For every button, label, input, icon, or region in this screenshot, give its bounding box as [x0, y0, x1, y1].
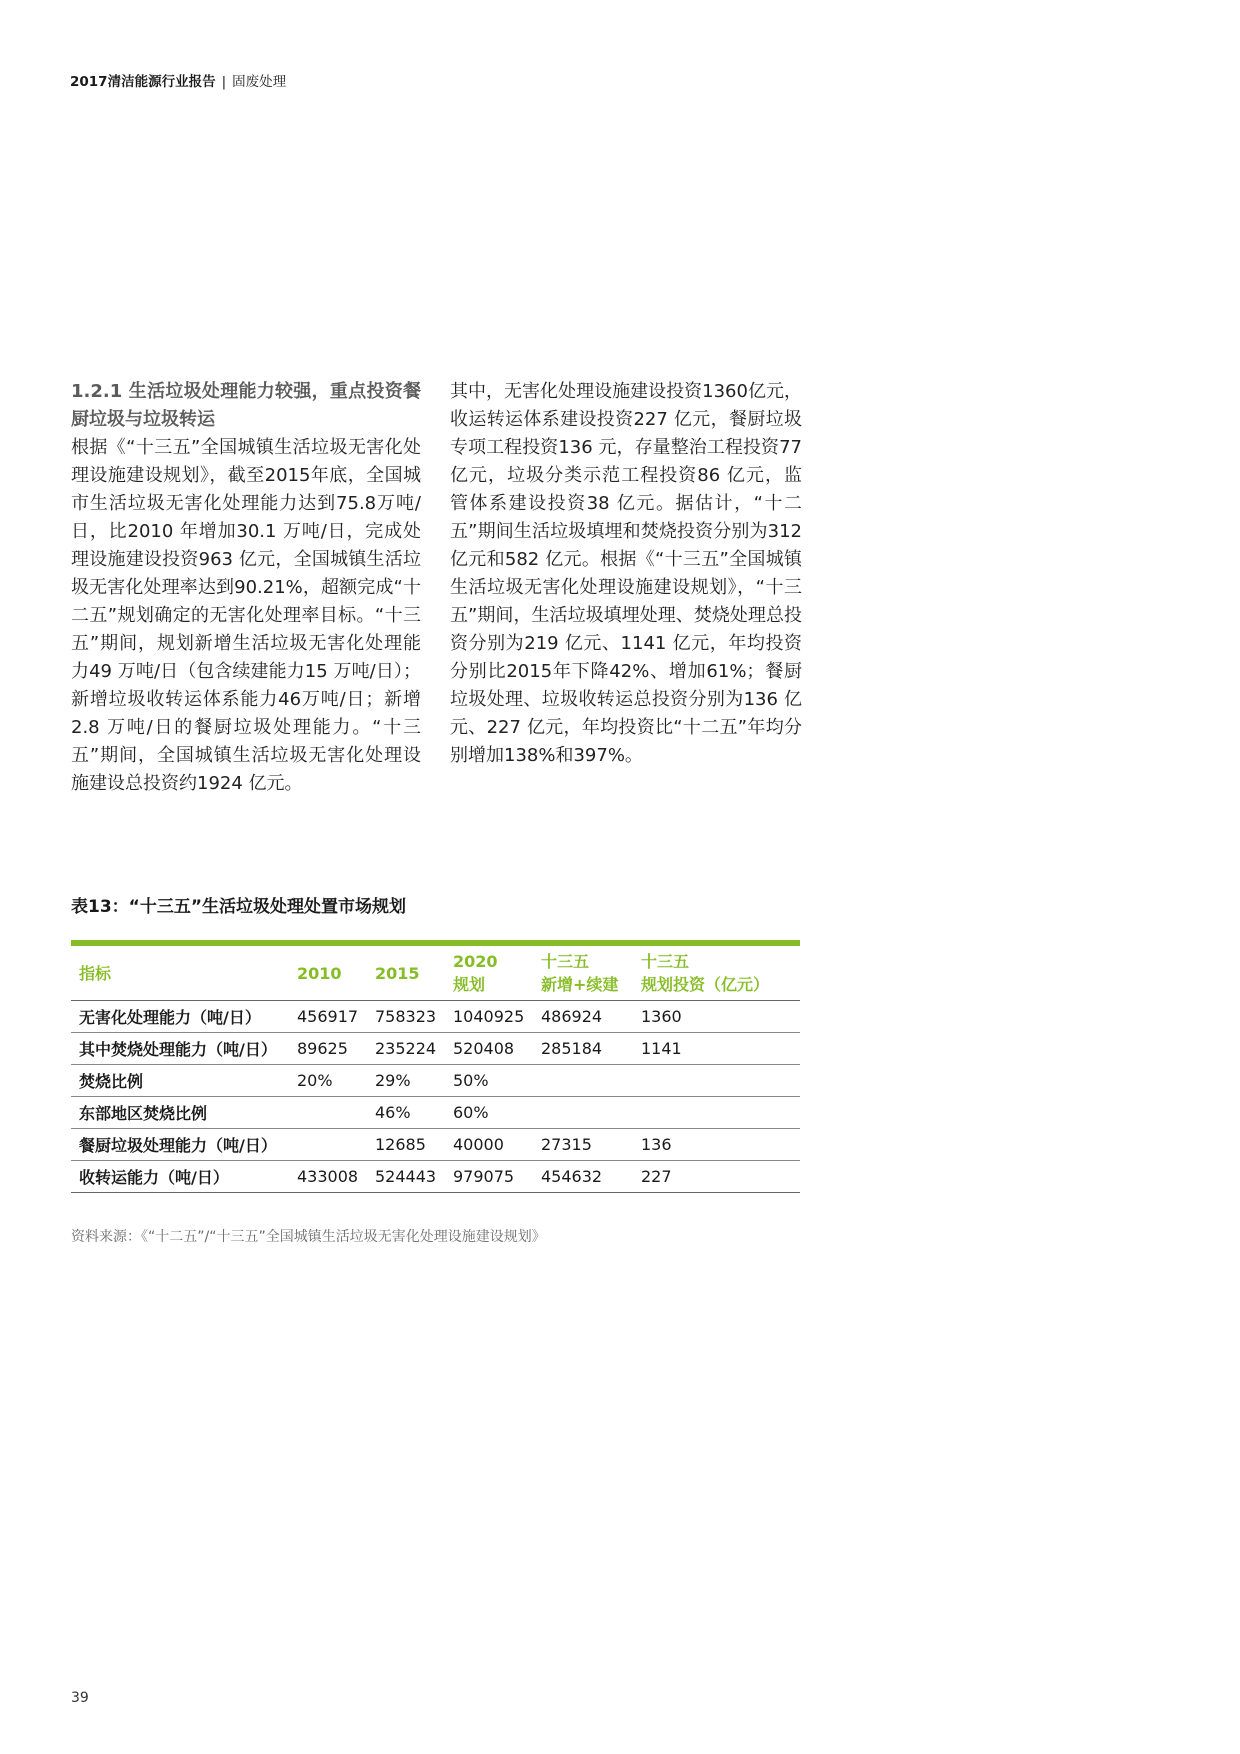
left-text-column — [71, 378, 421, 798]
section-name: 固废处理 — [232, 74, 287, 90]
table-cell: 50% — [453, 1065, 541, 1097]
table-cell: 12685 — [375, 1129, 453, 1161]
table-cell: 227 — [641, 1161, 800, 1193]
right-body-paragraph: 其中，无害化处理设施建设投资1360亿元，收运转运体系建设投资227 亿元，餐厨垃圾专项工程投资136 元，存量整治工程投资77 亿元，垃圾分类示范工程投资86 亿元，监管体系建设投资38 亿元。据估计，“十二五”期间生活垃圾填埋和焚烧投资分别为312 亿元和582 亿元。根据《“十三五”全国城镇生活垃圾无害化处理设施建设规划》，“十三五”期间，生活垃圾填埋处理、焚烧处理总投资分别为219 亿元、1141 亿元，年均投资分别比2015年下降42%、增加61%；餐厨垃圾处理、垃圾收转运总投资分别为136 亿元、227 亿元，年均投资比“十二五”年均分别增加138%和397%。 — [450, 381, 802, 766]
column-header: 2010 — [297, 946, 375, 1001]
row-label: 其中焚烧处理能力（吨/日） — [71, 1033, 297, 1065]
table-cell: 520408 — [453, 1033, 541, 1065]
column-header: 十三五 新增+续建 — [541, 946, 641, 1001]
table-row — [71, 1001, 800, 1033]
right-text-column — [450, 378, 802, 770]
table-cell: 454632 — [541, 1161, 641, 1193]
table-cell: 524443 — [375, 1161, 453, 1193]
table-cell: 285184 — [541, 1033, 641, 1065]
table-cell — [641, 1065, 800, 1097]
column-header: 指标 — [71, 946, 297, 1001]
table-row — [71, 1161, 800, 1193]
row-label: 餐厨垃圾处理能力（吨/日） — [71, 1129, 297, 1161]
table-cell: 20% — [297, 1065, 375, 1097]
table-cell: 235224 — [375, 1033, 453, 1065]
table-cell: 1141 — [641, 1033, 800, 1065]
table-cell — [297, 1097, 375, 1129]
table-cell: 433008 — [297, 1161, 375, 1193]
row-label: 焚烧比例 — [71, 1065, 297, 1097]
report-title: 2017清洁能源行业报告 — [70, 74, 216, 90]
table-row — [71, 1097, 800, 1129]
table-cell: 979075 — [453, 1161, 541, 1193]
market-plan-table — [71, 946, 800, 1193]
table-source-note: 资料来源：《“十二五”/“十三五”全国城镇生活垃圾无害化处理设施建设规划》 — [71, 1229, 546, 1245]
table-cell: 46% — [375, 1097, 453, 1129]
table-header-row — [71, 946, 800, 1001]
row-label: 无害化处理能力（吨/日） — [71, 1001, 297, 1033]
header-separator: | — [221, 74, 227, 90]
table-cell: 40000 — [453, 1129, 541, 1161]
column-header: 2020 规划 — [453, 946, 541, 1001]
section-heading: 1.2.1 生活垃圾处理能力较强，重点投资餐厨垃圾与垃圾转运 — [71, 381, 421, 430]
table-cell: 27315 — [541, 1129, 641, 1161]
table-cell — [541, 1097, 641, 1129]
table-row — [71, 1065, 800, 1097]
table-row — [71, 1033, 800, 1065]
table-cell: 1360 — [641, 1001, 800, 1033]
table-cell: 60% — [453, 1097, 541, 1129]
table-cell: 456917 — [297, 1001, 375, 1033]
table-cell: 89625 — [297, 1033, 375, 1065]
table-cell — [541, 1065, 641, 1097]
table-cell: 1040925 — [453, 1001, 541, 1033]
column-header: 2015 — [375, 946, 453, 1001]
table-cell: 758323 — [375, 1001, 453, 1033]
table-cell: 29% — [375, 1065, 453, 1097]
table-cell: 136 — [641, 1129, 800, 1161]
page-number: 39 — [71, 1690, 89, 1706]
table-title: 表13：“十三五”生活垃圾处理处置市场规划 — [71, 897, 407, 917]
row-label: 东部地区焚烧比例 — [71, 1097, 297, 1129]
table-cell — [297, 1129, 375, 1161]
table-row — [71, 1129, 800, 1161]
row-label: 收转运能力（吨/日） — [71, 1161, 297, 1193]
column-header: 十三五 规划投资（亿元） — [641, 946, 800, 1001]
table-cell: 486924 — [541, 1001, 641, 1033]
table-cell — [641, 1097, 800, 1129]
running-header — [70, 70, 286, 90]
left-body-paragraph: 根据《“十三五”全国城镇生活垃圾无害化处理设施建设规划》，截至2015年底，全国城市生活垃圾无害化处理能力达到75.8万吨/日，比2010 年增加30.1 万吨/日，完成处理设施建设投资963 亿元，全国城镇生活垃圾无害化处理率达到90.21%，超额完成“十二五”规划确定的无害化处理率目标。“十三五”期间，规划新增生活垃圾无害化处理能力49 万吨/日（包含续建能力15 万吨/日）；新增垃圾收转运体系能力46万吨/日；新增2.8 万吨/日的餐厨垃圾处理能力。“十三五”期间，全国城镇生活垃圾无害化处理设施建设总投资约1924 亿元。 — [71, 437, 421, 794]
